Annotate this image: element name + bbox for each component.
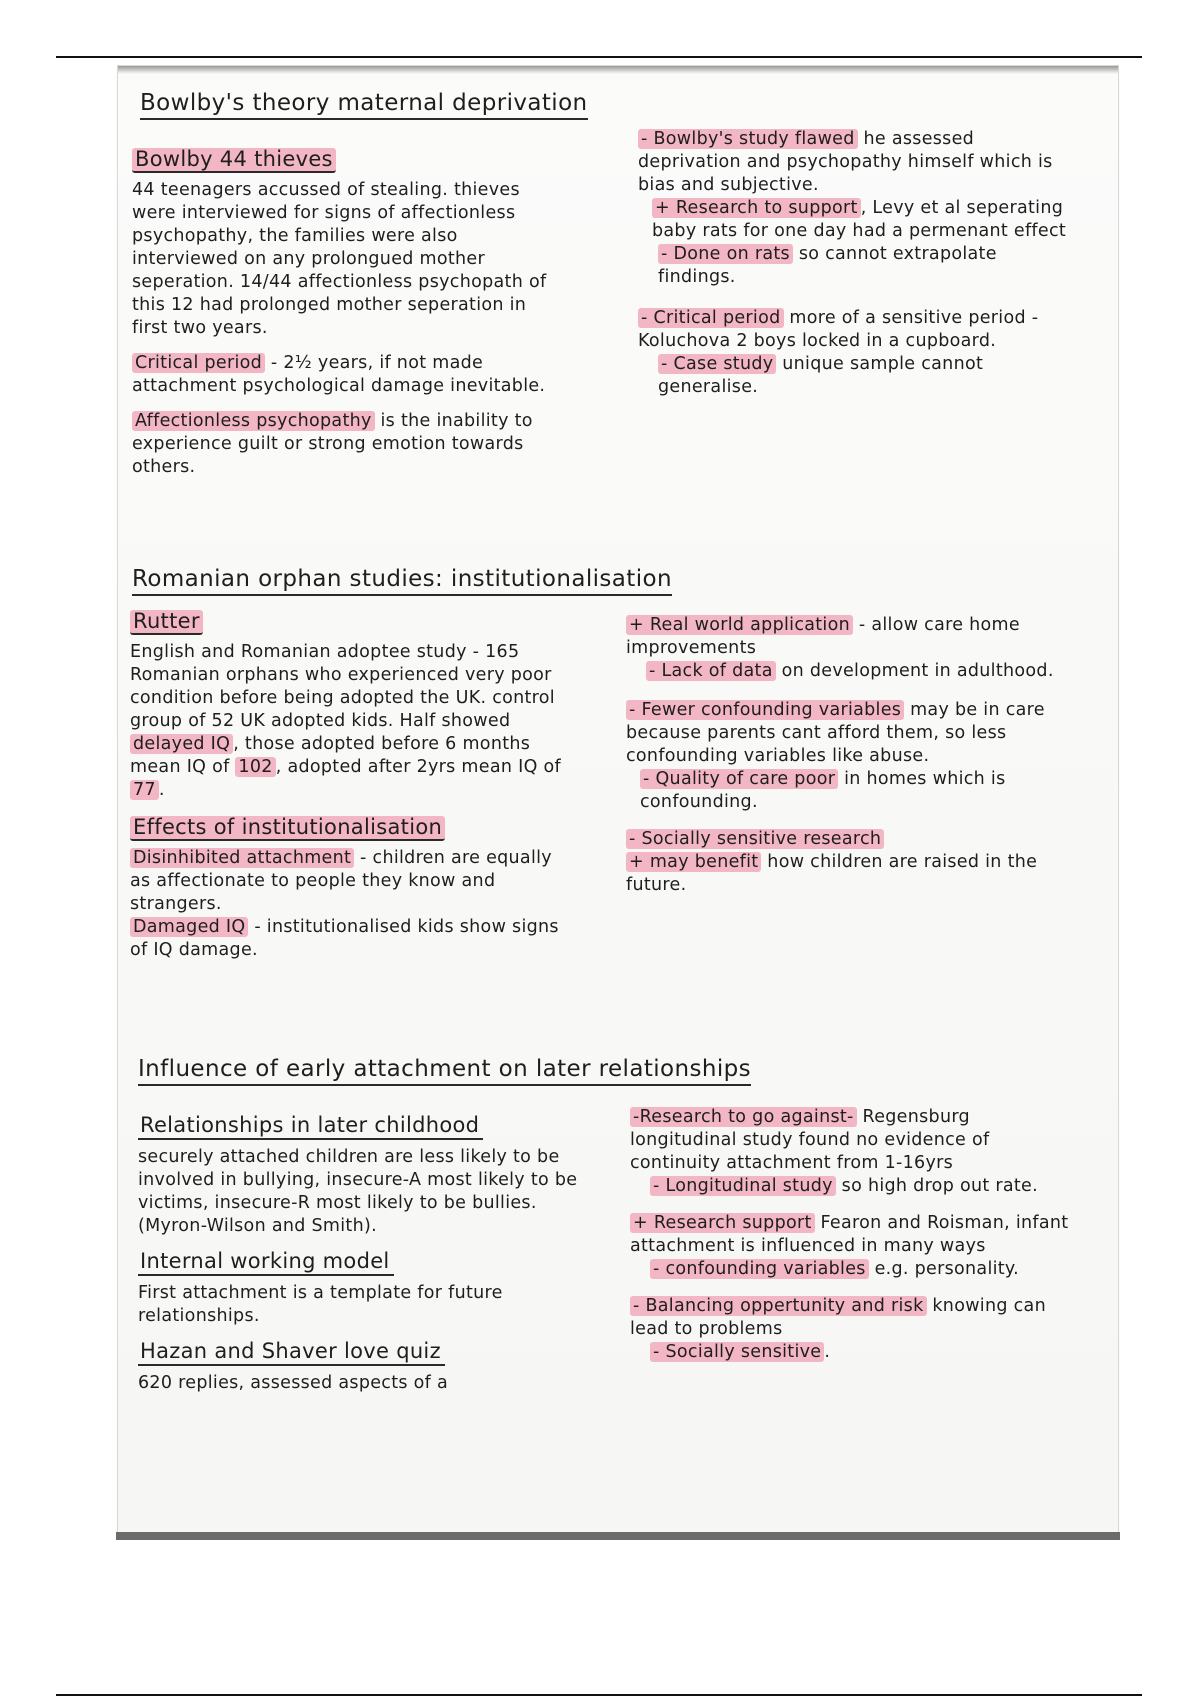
later-relationships-left-column	[138, 1114, 578, 1395]
eval-research-support	[638, 197, 1068, 243]
eval-critical-period	[638, 307, 1068, 353]
bottom-page-rule	[56, 1694, 1142, 1696]
eval-text-critical: more of a sensitive period - Koluchova 2 boys locked in a cupboard.	[638, 308, 1039, 351]
rutter-text-1: English and Romanian adoptee study - 165 Romanian orphans who experienced very poor condition before being adopted the UK. control group of 52 UK adopted kids. Half showed	[130, 642, 555, 731]
bowlby-eval-column	[638, 128, 1068, 399]
paragraph-relationships: securely attached children are less likely to be involved in bullying, insecure-A most likely to be victims, insecure-R most likely to be bullies. (Myron-Wilson and Smith).	[138, 1147, 578, 1236]
eval-hl-quality-care: - Quality of care poor	[640, 769, 838, 789]
eval-research-against	[630, 1106, 1070, 1175]
eval-text-balancing: knowing can lead to problems	[630, 1296, 1046, 1339]
paragraph-affectionless	[132, 410, 562, 479]
romanian-eval-column	[626, 614, 1066, 897]
eval-real-world-application	[626, 614, 1066, 660]
eval-text-flawed: he assessed deprivation and psychopathy himself which is bias and subjective.	[638, 129, 1053, 195]
paragraph-hazan-shaver: 620 replies, assessed aspects of a	[138, 1373, 449, 1393]
eval-quality-of-care	[626, 768, 1066, 814]
eval-hl-may-benefit: + may benefit	[626, 852, 761, 872]
eval-text-rats: so cannot extrapolate findings.	[658, 244, 997, 287]
subheading-internal-working-model: Internal working model	[138, 1250, 394, 1276]
eval-longitudinal	[630, 1175, 1070, 1198]
eval-text-real-world: - allow care home improvements	[626, 615, 1020, 658]
eval-text-socially-sensitive-2: .	[824, 1342, 831, 1362]
term-disinhibited-attachment: Disinhibited attachment	[130, 848, 354, 868]
eval-fewer-confounding	[626, 699, 1066, 768]
eval-hl-socially-sensitive: - Socially sensitive research	[626, 829, 884, 849]
eval-text-longitudinal: so high drop out rate.	[835, 1176, 1038, 1196]
text-disinhibited: - children are equally as affectionate to people they know and strangers.	[130, 848, 552, 914]
eval-hl-research-support-fearon: + Research support	[630, 1213, 815, 1233]
subheading-relationships-later-childhood: Relationships in later childhood	[138, 1114, 483, 1140]
subheading-hazan-shaver: Hazan and Shaver love quiz	[138, 1340, 445, 1366]
subheading-44-thieves: Bowlby 44 thieves	[132, 148, 336, 173]
eval-hl-critical: - Critical period	[638, 308, 784, 328]
eval-hl-rats: - Done on rats	[658, 244, 793, 264]
eval-hl-socially-sensitive-2: - Socially sensitive	[650, 1342, 824, 1362]
eval-hl-flawed: - Bowlby's study flawed	[638, 129, 858, 149]
paragraph-disinhibited	[130, 847, 570, 916]
eval-lack-of-data	[626, 660, 1066, 683]
eval-research-support-fearon	[630, 1212, 1070, 1258]
term-affectionless-psychopathy: Affectionless psychopathy	[132, 411, 375, 431]
eval-hl-real-world: + Real world application	[626, 615, 853, 635]
subheading-rutter: Rutter	[130, 610, 203, 635]
eval-socially-sensitive-2	[630, 1341, 1070, 1364]
section-title-romanian-orphans: Romanian orphan studies: institutionalisation	[132, 566, 672, 596]
rutter-text-3: , adopted after 2yrs mean IQ of	[275, 757, 561, 777]
subheading-effects-institutionalisation: Effects of institutionalisation	[130, 816, 445, 841]
rutter-hl-delayed-iq: delayed IQ	[130, 734, 233, 754]
eval-hl-research-against: -Research to go against-	[630, 1107, 857, 1127]
paragraph-damaged-iq	[130, 916, 570, 962]
eval-hl-research-support: + Research to support	[652, 198, 861, 218]
eval-balancing-risk	[630, 1295, 1070, 1341]
eval-hl-fewer-confounding: - Fewer confounding variables	[626, 700, 904, 720]
eval-socially-sensitive	[626, 828, 1066, 851]
text-critical-period: - 2½ years, if not made attachment psychological damage inevitable.	[132, 353, 546, 396]
eval-text-research-against: Regensburg longitudinal study found no evidence of continuity attachment from 1-16yrs	[630, 1107, 990, 1173]
eval-text-confounding: e.g. personality.	[868, 1259, 1019, 1279]
paragraph-internal-working-model: First attachment is a template for future relationships.	[138, 1283, 503, 1326]
notes-sheet	[118, 66, 1118, 1536]
section-title-later-relationships: Influence of early attachment on later relationships	[138, 1056, 751, 1086]
eval-hl-lack-data: - Lack of data	[646, 661, 776, 681]
eval-text-research-support: , Levy et al seperating baby rats for one day had a permenant effect	[652, 198, 1067, 241]
rutter-hl-102: 102	[235, 757, 275, 777]
eval-text-quality-care: in homes which is confounding.	[640, 769, 1006, 812]
eval-text-may-benefit: how children are raised in the future.	[626, 852, 1038, 895]
eval-hl-longitudinal: - Longitudinal study	[650, 1176, 836, 1196]
rutter-hl-77: 77	[130, 780, 159, 800]
eval-hl-confounding: - confounding variables	[650, 1259, 869, 1279]
rutter-text-2: , those adopted before 6 months mean IQ of	[130, 734, 531, 777]
eval-text-case-study: unique sample cannot generalise.	[658, 354, 984, 397]
eval-text-fewer-confounding: may be in care because parents cant afford them, so less confounding variables like abuse.	[626, 700, 1045, 766]
paragraph-rutter	[130, 641, 570, 802]
eval-text-lack-data: on development in adulthood.	[775, 661, 1054, 681]
paragraph-critical-period	[132, 352, 562, 398]
rutter-left-column	[130, 610, 570, 962]
later-relationships-eval-column	[630, 1106, 1070, 1364]
eval-hl-balancing: - Balancing oppertunity and risk	[630, 1296, 927, 1316]
rutter-text-4: .	[158, 780, 165, 800]
eval-done-on-rats	[638, 243, 1068, 289]
term-damaged-iq: Damaged IQ	[130, 917, 248, 937]
eval-hl-case-study: - Case study	[658, 354, 776, 374]
text-affectionless: is the inability to experience guilt or strong emotion towards others.	[132, 411, 533, 477]
text-damaged-iq: - institutionalised kids show signs of IQ damage.	[130, 917, 559, 960]
paragraph-44-thieves: 44 teenagers accussed of stealing. thieves were interviewed for signs of affectionless psychopathy, the families were also interviewed on any prolongued mother seperation. 14/44 affectionless psychopath of this 12 had prolonged mother seperation in first two years.	[132, 180, 547, 338]
eval-confounding-personality	[630, 1258, 1070, 1281]
term-critical-period: Critical period	[132, 353, 265, 373]
eval-text-research-support-fearon: Fearon and Roisman, infant attachment is influenced in many ways	[630, 1213, 1069, 1256]
eval-case-study	[638, 353, 1068, 399]
bowlby-left-column	[132, 148, 562, 479]
eval-may-benefit	[626, 851, 1066, 897]
top-page-rule	[56, 56, 1142, 58]
eval-bowlby-flawed	[638, 128, 1068, 197]
section-title-maternal-deprivation: Bowlby's theory maternal deprivation	[140, 90, 588, 120]
